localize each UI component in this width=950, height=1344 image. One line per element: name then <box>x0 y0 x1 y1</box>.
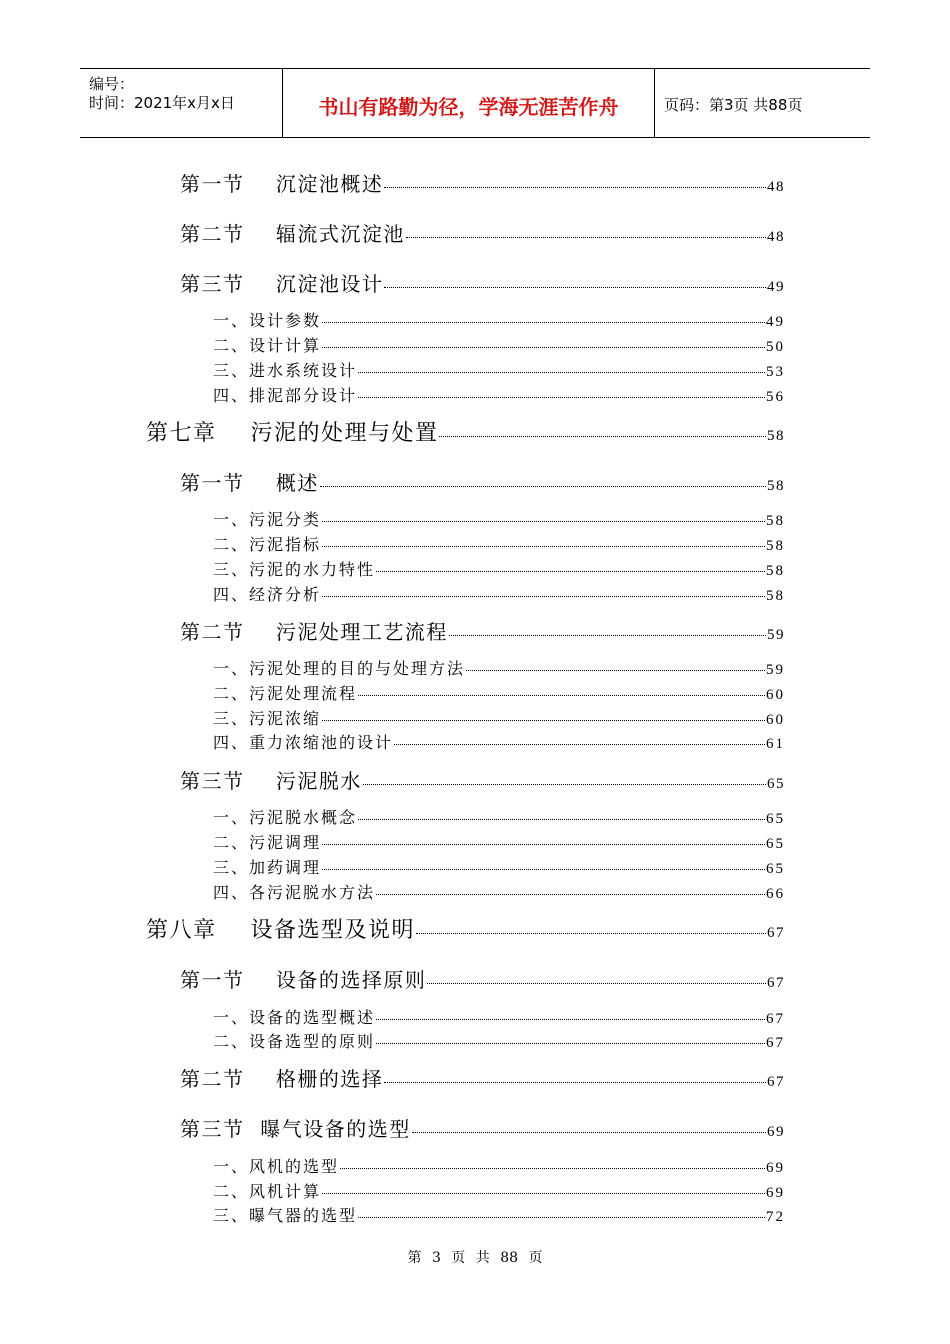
dot-leader <box>322 720 765 721</box>
toc-entry-page: 67 <box>767 1074 785 1090</box>
toc-subsection-entry[interactable] <box>213 858 785 878</box>
dot-leader <box>376 894 765 895</box>
toc-section-entry[interactable] <box>180 272 785 296</box>
toc-entry-label: 二、污泥调理 <box>213 833 322 852</box>
dot-leader <box>466 670 765 671</box>
dot-leader <box>320 486 766 487</box>
toc-entry-page: 50 <box>766 339 785 355</box>
toc-entry-label: 二、风机计算 <box>213 1182 322 1201</box>
toc-entry-label: 四、各污泥脱水方法 <box>213 883 376 902</box>
toc-entry-label: 三、进水系统设计 <box>213 361 358 380</box>
toc-entry-label: 第二节 辐流式沉淀池 <box>180 222 405 246</box>
toc-section-entry[interactable] <box>180 222 785 246</box>
dot-leader <box>358 695 765 696</box>
toc-entry-label: 四、排泥部分设计 <box>213 386 358 405</box>
header-page-info: 页码：第3页 共88页 <box>664 96 803 114</box>
toc-subsection-entry[interactable] <box>213 709 785 729</box>
toc-entry-label: 二、污泥处理流程 <box>213 684 358 703</box>
toc-entry-label: 一、设备的选型概述 <box>213 1008 376 1027</box>
dot-leader <box>427 983 766 984</box>
dot-leader <box>322 546 765 547</box>
toc-entry-label: 一、污泥分类 <box>213 510 322 529</box>
toc-entry-page: 65 <box>766 811 785 827</box>
toc-entry-label: 一、污泥处理的目的与处理方法 <box>213 659 466 678</box>
toc-entry-page: 58 <box>767 428 785 444</box>
dot-leader <box>376 1043 765 1044</box>
toc-entry-label: 三、曝气器的选型 <box>213 1206 358 1225</box>
toc-section-entry[interactable] <box>180 620 785 644</box>
toc-chapter-entry[interactable] <box>146 421 785 447</box>
dot-leader <box>358 819 765 820</box>
header-motto-cell <box>282 69 655 137</box>
toc-subsection-entry[interactable] <box>213 883 785 903</box>
toc-entry-page: 56 <box>766 389 785 405</box>
toc-entry-label: 三、加药调理 <box>213 858 322 877</box>
toc-entry-page: 61 <box>766 736 785 752</box>
page-header <box>80 68 870 138</box>
toc-subsection-entry[interactable] <box>213 1008 785 1028</box>
toc-entry-label: 第三节 沉淀池设计 <box>180 272 384 296</box>
toc-entry-page: 66 <box>766 886 785 902</box>
toc-subsection-entry[interactable] <box>213 1206 785 1226</box>
dot-leader <box>384 1082 766 1083</box>
dot-leader <box>416 933 766 934</box>
toc-entry-page: 67 <box>766 1035 785 1051</box>
toc-entry-label: 第一节 沉淀池概述 <box>180 172 384 196</box>
toc-section-entry[interactable] <box>180 1117 785 1141</box>
document-time-label: 时间：2021年x月x日 <box>89 94 235 112</box>
dot-leader <box>384 187 766 188</box>
header-meta <box>80 69 282 137</box>
dot-leader <box>322 596 765 597</box>
toc-entry-label: 四、经济分析 <box>213 585 322 604</box>
toc-subsection-entry[interactable] <box>213 311 785 331</box>
dot-leader <box>439 436 766 437</box>
toc-entry-page: 49 <box>766 314 785 330</box>
toc-subsection-entry[interactable] <box>213 659 785 679</box>
toc-entry-page: 60 <box>766 712 785 728</box>
toc-entry-label: 三、污泥浓缩 <box>213 709 322 728</box>
dot-leader <box>363 784 766 785</box>
toc-entry-label: 三、污泥的水力特性 <box>213 560 376 579</box>
dot-leader <box>322 322 765 323</box>
toc-entry-page: 69 <box>766 1185 785 1201</box>
toc-entry-label: 二、设备选型的原则 <box>213 1032 376 1051</box>
toc-entry-page: 53 <box>766 364 785 380</box>
toc-entry-page: 59 <box>767 627 785 643</box>
toc-section-entry[interactable] <box>180 769 785 793</box>
toc-entry-page: 59 <box>766 662 785 678</box>
page-footer: 第 3 页 共 88 页 <box>407 1250 543 1266</box>
dot-leader <box>376 1019 765 1020</box>
toc-entry-page: 69 <box>767 1124 785 1140</box>
dot-leader <box>322 1193 765 1194</box>
toc-section-entry[interactable] <box>180 172 785 196</box>
toc-entry-page: 60 <box>766 687 785 703</box>
toc-entry-label: 一、风机的选型 <box>213 1157 340 1176</box>
toc-subsection-entry[interactable] <box>213 733 785 753</box>
dot-leader <box>358 372 765 373</box>
toc-entry-page: 65 <box>766 861 785 877</box>
toc-entry-page: 69 <box>766 1160 785 1176</box>
toc-entry-page: 58 <box>766 588 785 604</box>
toc-subsection-entry[interactable] <box>213 684 785 704</box>
toc-subsection-entry[interactable] <box>213 808 785 828</box>
toc-subsection-entry[interactable] <box>213 560 785 580</box>
document-number-label: 编号： <box>89 75 135 93</box>
toc-subsection-entry[interactable] <box>213 510 785 530</box>
toc-section-entry[interactable] <box>180 1067 785 1091</box>
toc-entry-label: 二、设计计算 <box>213 336 322 355</box>
toc-entry-label: 一、设计参数 <box>213 311 322 330</box>
dot-leader <box>322 347 765 348</box>
toc-subsection-entry[interactable] <box>213 361 785 381</box>
toc-entry-label: 第二节 格栅的选择 <box>180 1067 384 1091</box>
toc-entry-label: 第八章 设备选型及说明 <box>146 918 415 943</box>
dot-leader <box>406 237 766 238</box>
header-motto: 书山有路勤为径，学海无涯苦作舟 <box>318 95 619 119</box>
dot-leader <box>394 744 765 745</box>
toc-entry-label: 第一节 设备的选择原则 <box>180 968 427 992</box>
dot-leader <box>322 521 765 522</box>
toc-chapter-entry[interactable] <box>146 918 785 944</box>
toc-entry-page: 65 <box>766 836 785 852</box>
toc-subsection-entry[interactable] <box>213 386 785 406</box>
toc-entry-label: 四、重力浓缩池的设计 <box>213 733 394 752</box>
dot-leader <box>384 287 766 288</box>
toc-subsection-entry[interactable] <box>213 535 785 555</box>
dot-leader <box>322 869 765 870</box>
toc-subsection-entry[interactable] <box>213 336 785 356</box>
toc-subsection-entry[interactable] <box>213 1182 785 1202</box>
toc-entry-label: 第七章 污泥的处理与处置 <box>146 421 439 446</box>
toc-section-entry[interactable] <box>180 471 785 495</box>
dot-leader <box>449 635 766 636</box>
toc-entry-page: 67 <box>767 925 785 941</box>
toc-subsection-entry[interactable] <box>213 585 785 605</box>
dot-leader <box>376 571 765 572</box>
toc-entry-page: 48 <box>767 229 785 245</box>
toc-entry-label: 第三节 污泥脱水 <box>180 769 362 793</box>
dot-leader <box>340 1168 765 1169</box>
toc-subsection-entry[interactable] <box>213 1032 785 1052</box>
toc-entry-page: 58 <box>767 478 785 494</box>
toc-entry-page: 49 <box>767 279 785 295</box>
toc-entry-page: 67 <box>766 1011 785 1027</box>
dot-leader <box>358 397 765 398</box>
dot-leader <box>322 844 765 845</box>
toc-entry-label: 一、污泥脱水概念 <box>213 808 358 827</box>
toc-entry-page: 72 <box>766 1209 785 1225</box>
toc-entry-label: 二、污泥指标 <box>213 535 322 554</box>
toc-entry-label: 第二节 污泥处理工艺流程 <box>180 620 448 644</box>
toc-entry-label: 第一节 概述 <box>180 471 319 495</box>
dot-leader <box>358 1217 765 1218</box>
toc-entry-page: 67 <box>767 975 785 991</box>
dot-leader <box>412 1132 766 1133</box>
toc-subsection-entry[interactable] <box>213 1157 785 1177</box>
toc-entry-page: 48 <box>767 179 785 195</box>
toc-subsection-entry[interactable] <box>213 833 785 853</box>
toc-entry-page: 58 <box>766 538 785 554</box>
toc-entry-page: 58 <box>766 513 785 529</box>
toc-entry-page: 65 <box>767 776 785 792</box>
toc-entry-label: 第三节 曝气设备的选型 <box>180 1117 411 1141</box>
header-page-cell <box>654 69 870 137</box>
toc-section-entry[interactable] <box>180 968 785 992</box>
toc-entry-page: 58 <box>766 563 785 579</box>
